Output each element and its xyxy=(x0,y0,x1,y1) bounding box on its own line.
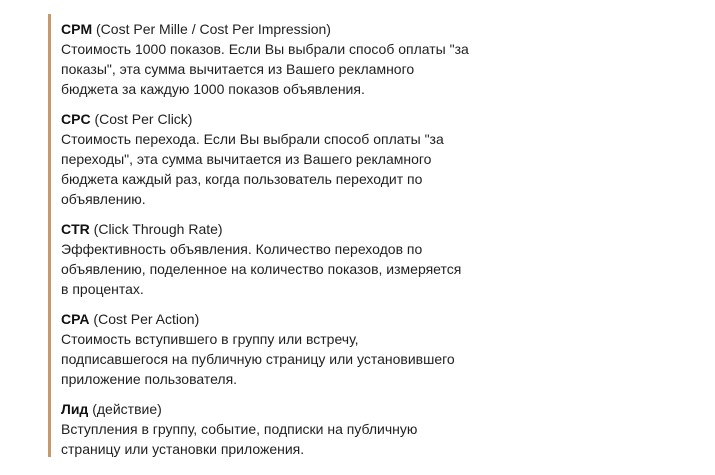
term-title: CTR xyxy=(61,221,90,237)
glossary-entry-ctr xyxy=(61,219,488,299)
term-line xyxy=(61,109,488,129)
glossary-block xyxy=(48,14,488,457)
term-definition-line: страницу или установки приложения. xyxy=(61,441,305,457)
term-definition-line: приложение пользователя. xyxy=(61,371,238,387)
term-expansion: (Click Through Rate) xyxy=(93,221,223,237)
term-definition-line: объявлению. xyxy=(61,191,146,207)
term-line xyxy=(61,399,488,419)
term-expansion: (Cost Per Action) xyxy=(93,311,200,327)
term-title: CPC xyxy=(61,111,91,127)
term-definition-line: подписавшегося на публичную страницу или установившего xyxy=(61,351,455,367)
term-definition-line: Эффективность объявления. Количество переходов по xyxy=(61,241,423,257)
glossary-entry-cpa xyxy=(61,309,488,389)
term-expansion: (Cost Per Mille / Cost Per Impression) xyxy=(96,21,331,37)
term-definition-line: показы", эта сумма вычитается из Вашего рекламного xyxy=(61,61,415,77)
term-definition-line: Стоимость перехода. Если Вы выбрали способ оплаты "за xyxy=(61,131,444,147)
term-definition-line: Стоимость 1000 показов. Если Вы выбрали способ оплаты "за xyxy=(61,41,469,57)
term-definition-line: переходы", эта сумма вычитается из Вашего рекламного xyxy=(61,151,432,167)
term-definition-line: бюджета за каждую 1000 показов объявления. xyxy=(61,81,365,97)
term-definition-line: бюджета каждый раз, когда пользователь переходит по xyxy=(61,171,423,187)
term-expansion: (действие) xyxy=(92,401,162,417)
term-definition-line: Вступления в группу, событие, подписки на публичную xyxy=(61,421,418,437)
term-definition-line: Стоимость вступившего в группу или встречу, xyxy=(61,331,359,347)
term-line xyxy=(61,219,488,239)
glossary-entry-cpm xyxy=(61,19,488,99)
term-title: CPM xyxy=(61,21,93,37)
term-definition-line: в процентах. xyxy=(61,281,144,297)
term-expansion: (Cost Per Click) xyxy=(94,111,193,127)
term-definition-line: объявлению, поделенное на количество показов, измеряется xyxy=(61,261,462,277)
glossary-entry-cpc xyxy=(61,109,488,209)
term-title: CPA xyxy=(61,311,90,327)
glossary-entry-lead xyxy=(61,399,488,459)
term-title: Лид xyxy=(61,401,89,417)
term-line xyxy=(61,309,488,329)
term-line xyxy=(61,19,488,39)
